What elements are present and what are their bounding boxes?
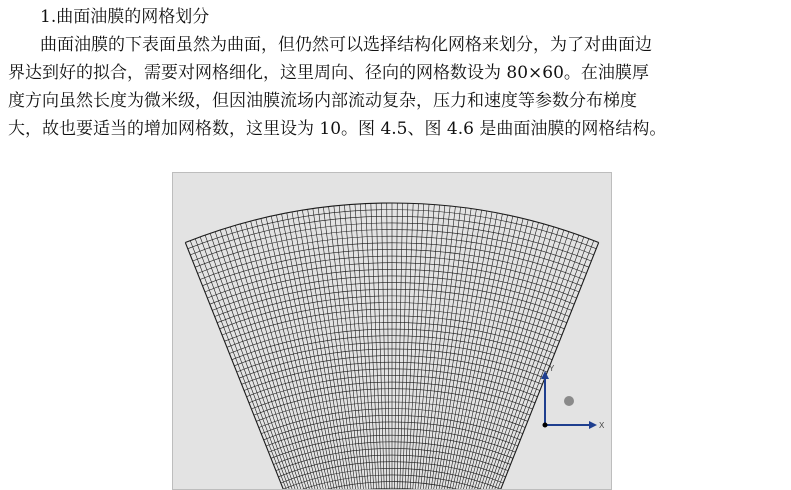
paragraph-line: 大，故也要适当的增加网格数，这里设为 10。图 4.5、图 4.6 是曲面油膜的网格结构。 xyxy=(8,119,667,139)
coordinate-triad xyxy=(173,173,611,489)
y-axis-label: Y xyxy=(549,364,555,373)
view-sphere-icon xyxy=(564,396,574,406)
y-arrowhead-icon xyxy=(541,371,549,379)
mesh-figure xyxy=(172,172,612,490)
paragraph-line: 曲面油膜的下表面虽然为曲面，但仍然可以选择结构化网格来划分，为了对曲面边 xyxy=(40,35,652,55)
paragraph-line: 界达到好的拟合，需要对网格细化，这里周向、径向的网格数设为 80×60。在油膜厚 xyxy=(8,63,649,83)
x-axis-label: X xyxy=(599,421,605,430)
paragraph-line: 度方向虽然长度为微米级，但因油膜流场内部流动复杂，压力和速度等参数分布梯度 xyxy=(8,91,637,111)
origin-marker-icon xyxy=(543,423,548,428)
x-arrowhead-icon xyxy=(589,421,597,429)
section-heading: 1.曲面油膜的网格划分 xyxy=(40,7,210,27)
